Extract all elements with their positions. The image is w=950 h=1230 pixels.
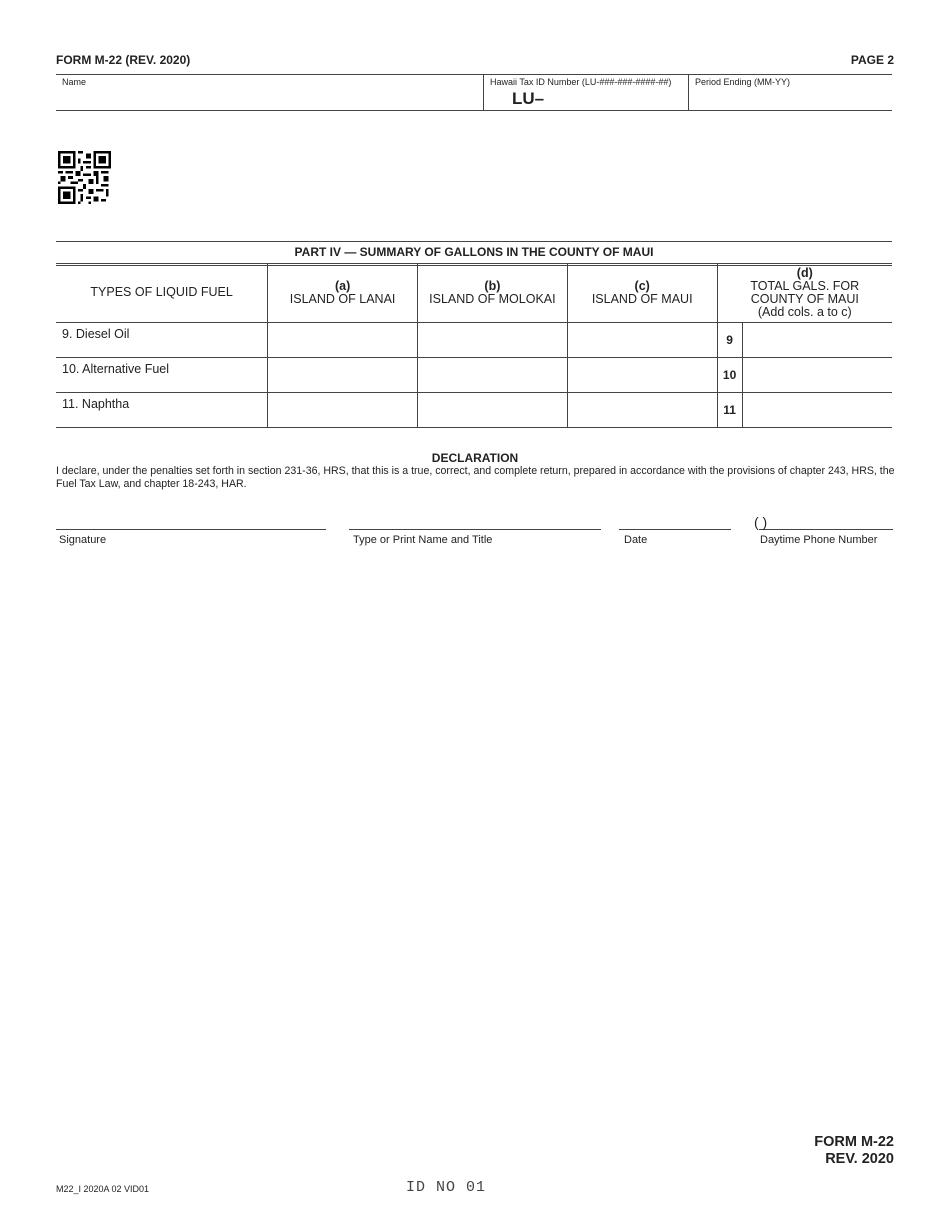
footer-revision: REV. 2020 xyxy=(825,1151,894,1167)
declaration-text: I declare, under the penalties set forth in section 231-36, HRS, that this is a true, correct, and complete return, prepared in accordance with the provisions of chapter 243, HRS, the Fuel Tax Law, and chapter 18-243, HAR. xyxy=(56,465,895,490)
signature-label: Signature xyxy=(59,534,107,546)
form-title: FORM M-22 (REV. 2020) xyxy=(56,53,191,67)
cell-alt-maui[interactable] xyxy=(567,358,717,393)
line-number: 10 xyxy=(717,358,742,393)
row-label-alternative-fuel: 10. Alternative Fuel xyxy=(56,358,268,393)
fuel-type-header: TYPES OF LIQUID FUEL xyxy=(56,264,268,323)
line-number: 9 xyxy=(717,323,742,358)
table-row xyxy=(56,393,892,428)
col-b-header: (b) ISLAND OF MOLOKAI xyxy=(417,264,567,323)
cell-diesel-maui[interactable] xyxy=(567,323,717,358)
name-title-line[interactable] xyxy=(349,529,601,530)
line-number: 11 xyxy=(717,393,742,428)
table-header-row xyxy=(56,264,892,323)
phone-label: Daytime Phone Number xyxy=(760,534,878,546)
id-number: ID NO 01 xyxy=(406,1179,487,1196)
period-ending-label: Period Ending (MM-YY) xyxy=(695,77,791,87)
cell-naphtha-molokai[interactable] xyxy=(417,393,567,428)
tax-id-field[interactable] xyxy=(483,75,688,110)
summary-table xyxy=(56,264,892,428)
row-label-diesel: 9. Diesel Oil xyxy=(56,323,268,358)
row-label-naphtha: 11. Naphtha xyxy=(56,393,268,428)
date-line[interactable] xyxy=(619,529,731,530)
cell-alt-total[interactable] xyxy=(742,358,892,393)
cell-alt-molokai[interactable] xyxy=(417,358,567,393)
cell-naphtha-maui[interactable] xyxy=(567,393,717,428)
footer-form-name: FORM M-22 xyxy=(814,1134,894,1150)
page-number: PAGE 2 xyxy=(850,53,894,67)
form-footer xyxy=(814,1134,894,1168)
col-c-header: (c) ISLAND OF MAUI xyxy=(567,264,717,323)
table-row xyxy=(56,323,892,358)
period-ending-field[interactable] xyxy=(688,75,892,110)
signature-line[interactable] xyxy=(56,529,326,530)
cell-diesel-molokai[interactable] xyxy=(417,323,567,358)
cell-alt-lanai[interactable] xyxy=(268,358,418,393)
col-a-header: (a) ISLAND OF LANAI xyxy=(268,264,418,323)
tax-id-prefix: LU– xyxy=(512,89,545,108)
phone-line[interactable] xyxy=(759,529,893,530)
name-field[interactable] xyxy=(56,75,483,110)
part-iv-title: PART IV — SUMMARY OF GALLONS IN THE COUNTY OF MAUI xyxy=(56,241,892,266)
cell-diesel-total[interactable] xyxy=(742,323,892,358)
tax-id-label: Hawaii Tax ID Number (LU-###-###-####-##) xyxy=(490,77,672,87)
name-title-label: Type or Print Name and Title xyxy=(353,534,493,546)
cell-naphtha-lanai[interactable] xyxy=(268,393,418,428)
date-label: Date xyxy=(624,534,648,546)
cell-diesel-lanai[interactable] xyxy=(268,323,418,358)
qr-code xyxy=(58,151,111,204)
taxpayer-id-box xyxy=(56,74,892,111)
name-label: Name xyxy=(62,77,87,87)
form-code: M22_I 2020A 02 VID01 xyxy=(56,1184,150,1194)
declaration-title: DECLARATION xyxy=(431,451,519,465)
phone-area-code: ( ) xyxy=(754,514,768,530)
table-row xyxy=(56,358,892,393)
col-d-header: (d) TOTAL GALS. FOR COUNTY OF MAUI (Add cols. a to c) xyxy=(717,264,892,323)
cell-naphtha-total[interactable] xyxy=(742,393,892,428)
